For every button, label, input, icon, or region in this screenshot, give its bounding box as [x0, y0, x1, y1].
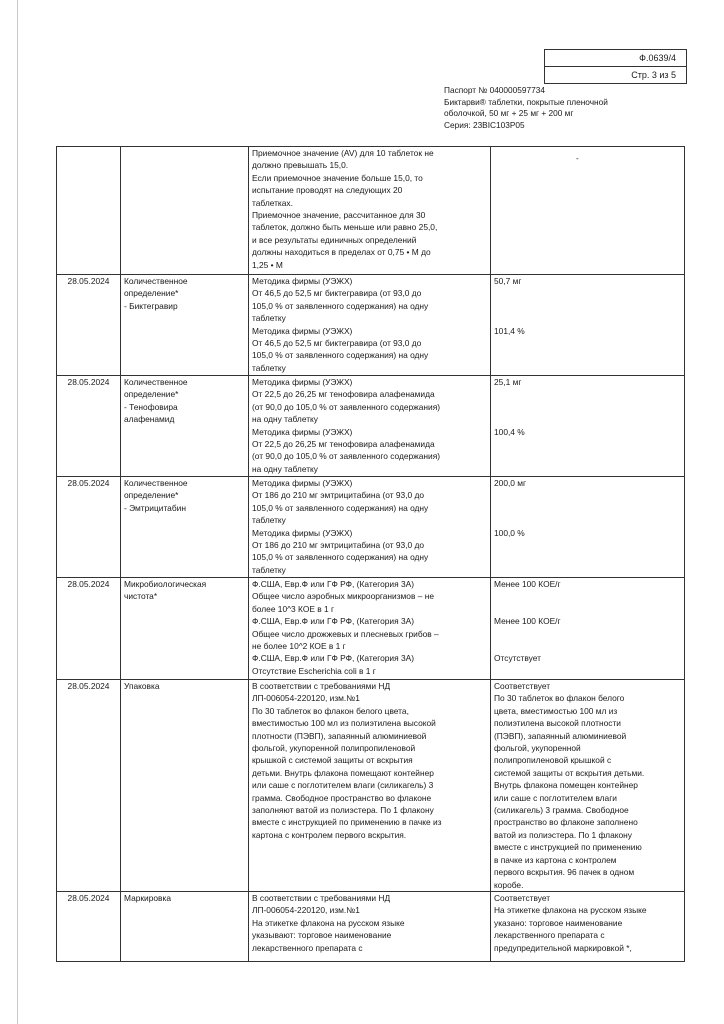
test-name-cell [121, 147, 249, 275]
result-line: предупредительной маркировкой *, [494, 942, 632, 953]
result-line: Соответствует [494, 893, 551, 903]
requirement-line: На этикетке флакона на русском языке [252, 917, 405, 928]
result-line: в пачке из картона с контролем [494, 854, 617, 865]
requirement-line: картона с контролем первого вскрытия. [252, 829, 407, 840]
requirement-line: Если приемочное значение больше 15,0, то [252, 172, 423, 183]
result-line: или саше с поглотителем влаги [494, 792, 617, 803]
date-cell [57, 680, 121, 892]
result-line [494, 603, 681, 615]
requirement-line: Методика фирмы (УЭЖХ) [252, 377, 353, 387]
test-name-line: Количественное [124, 478, 188, 488]
test-name-line: определение* [124, 490, 179, 501]
requirements-cell [249, 680, 491, 892]
result-line: первого вскрытия. 96 пачек в одном [494, 867, 635, 878]
result-line [494, 413, 681, 425]
test-name-cell [121, 275, 249, 376]
requirement-line: не более 10^2 КОЕ в 1 г [252, 641, 346, 652]
result-line: системой защиты от вскрытия детьми. [494, 767, 645, 778]
result-line: коробе. [494, 879, 524, 890]
date-cell [57, 275, 121, 376]
requirement-line: вместе с инструкцией по применению в пачке из [252, 817, 442, 828]
table-row [57, 578, 685, 680]
result-line: цвета, вместимостью 100 мл из [494, 705, 618, 716]
result-line: полиэтилена высокой плотности [494, 718, 621, 729]
result-line: Менее 100 КОЕ/г [494, 616, 561, 627]
requirement-line: Приемочное значение, рассчитанное для 30 [252, 210, 426, 221]
table-row [57, 892, 685, 962]
test-name-cell [121, 892, 249, 962]
requirement-line: на одну таблетку [252, 463, 318, 474]
form-code-box [544, 49, 687, 84]
test-name-line: Количественное [124, 377, 188, 387]
test-name-cell [121, 578, 249, 680]
result-line: 101,4 % [494, 325, 525, 336]
results-cell [491, 892, 685, 962]
result-line [494, 300, 681, 312]
result-line: лекарственного препарата с [494, 930, 605, 941]
date-cell [57, 578, 121, 680]
test-name-line: Микробиологическая [124, 579, 207, 589]
requirement-line: От 22,5 до 26,25 мг тенофовира алафенамида [252, 389, 435, 400]
requirement-line: крышкой с системой защиты от вскрытия [252, 755, 413, 766]
requirement-line: должно превышать 15,0. [252, 160, 349, 171]
result-line: Соответствует [494, 681, 551, 691]
requirement-line: грамма. Свободное пространство во флаконе [252, 792, 432, 803]
requirement-line: 1,25 • М [252, 259, 283, 270]
requirement-line: Приемочное значение (AV) для 10 таблеток не [252, 148, 434, 158]
requirements-cell [249, 275, 491, 376]
result-line: На этикетке флакона на русском языке [494, 905, 647, 916]
date-cell [57, 376, 121, 477]
table-row [57, 376, 685, 477]
results-cell [491, 578, 685, 680]
requirement-line: (от 90,0 до 105,0 % от заявленного содержания) [252, 451, 441, 462]
requirement-line: От 22,5 до 26,25 мг тенофовира алафенамида [252, 439, 435, 450]
requirement-line: От 46,5 до 52,5 мг биктегравира (от 93,0 до [252, 288, 422, 299]
test-name-cell [121, 680, 249, 892]
test-date: 28.05.2024 [67, 681, 110, 691]
requirement-line: Методика фирмы (УЭЖХ) [252, 478, 353, 488]
test-results-table [56, 146, 685, 962]
date-cell [57, 147, 121, 275]
result-line [494, 590, 681, 602]
result-line: вместе с инструкцией по применению [494, 842, 642, 853]
test-name-line: чистота* [124, 591, 158, 602]
results-cell [491, 376, 685, 477]
date-cell [57, 892, 121, 962]
requirement-line: Общее число аэробных микроорганизмов – не [252, 591, 435, 602]
requirement-line: испытание проводят на следующих 20 [252, 185, 403, 196]
result-line: 100,4 % [494, 426, 525, 437]
test-name-cell [121, 376, 249, 477]
table-row [57, 147, 685, 275]
requirement-line: В соответствии с требованиями НД [252, 681, 391, 691]
test-date: 28.05.2024 [67, 579, 110, 589]
result-line: полипропиленовой крышкой с [494, 755, 612, 766]
table-row [57, 680, 685, 892]
passport-number: Паспорт № 040000597734 [444, 85, 545, 95]
binder-edge-line [17, 0, 18, 1024]
result-line [494, 514, 681, 526]
stray-dash-mark: - [576, 154, 579, 163]
requirement-line: Методика фирмы (УЭЖХ) [252, 276, 353, 286]
result-line: пространство во флаконе заполнено [494, 817, 638, 828]
result-line: 50,7 мг [494, 276, 522, 286]
test-name-line: определение* [124, 288, 179, 299]
requirement-line: От 186 до 210 мг эмтрицитабина (от 93,0 до [252, 540, 425, 551]
requirement-line: По 30 таблеток во флакон белого цвета, [252, 705, 409, 716]
result-line [494, 640, 681, 652]
requirement-line: От 46,5 до 52,5 мг биктегравира (от 93,0 до [252, 338, 422, 349]
result-line [494, 502, 681, 514]
result-line: (силикагель) 3 грамма. Свободное [494, 805, 629, 816]
test-name-cell [121, 477, 249, 578]
requirement-line: В соответствии с требованиями НД [252, 893, 391, 903]
requirement-line: лекарственного препарата с [252, 942, 363, 953]
requirement-line: таблетку [252, 515, 286, 526]
result-line [494, 489, 681, 501]
result-line [494, 401, 681, 413]
series-number: Серия: 23BIC103P05 [444, 119, 525, 130]
result-line: ватой из полиэстера. По 1 флакону [494, 829, 632, 840]
result-line: 25,1 мг [494, 377, 522, 387]
result-line [494, 287, 681, 299]
requirement-line: фольгой, укупоренной полипропиленовой [252, 743, 416, 754]
test-name-line: Количественное [124, 276, 188, 286]
result-line: (ПЭВП), запаянный алюминиевой [494, 730, 627, 741]
requirement-line: (от 90,0 до 105,0 % от заявленного содержания) [252, 401, 441, 412]
requirement-line: вместимостью 100 мл из полиэтилена высокой [252, 718, 436, 729]
requirement-line: заполняют ватой из полиэстера. По 1 флакону [252, 805, 434, 816]
table-row [57, 477, 685, 578]
requirement-line: Ф.США, Евр.Ф или ГФ РФ, (Категория 3А) [252, 616, 414, 627]
test-date: 28.05.2024 [67, 377, 110, 387]
requirement-line: таблетку [252, 313, 286, 324]
test-date: 28.05.2024 [67, 478, 110, 488]
requirement-line: Отсутствие Escherichia coli в 1 г [252, 665, 376, 676]
test-name-line: алафенамид [124, 414, 175, 425]
requirement-line: и все результаты единичных определений [252, 234, 417, 245]
test-date: 28.05.2024 [67, 276, 110, 286]
requirement-line: От 186 до 210 мг эмтрицитабина (от 93,0 до [252, 490, 425, 501]
result-line: фольгой, укупоренной [494, 743, 581, 754]
requirement-line: 105,0 % от заявленного содержания) на одну [252, 502, 429, 513]
requirement-line: ЛП-006054-220120, изм.№1 [252, 693, 360, 704]
requirement-line: 105,0 % от заявленного содержания) на одну [252, 552, 429, 563]
test-name-line: Маркировка [124, 893, 171, 903]
test-name-line: - Эмтрицитабин [124, 502, 186, 513]
requirement-line: ЛП-006054-220120, изм.№1 [252, 905, 360, 916]
result-line: указано: торговое наименование [494, 917, 623, 928]
result-line [494, 388, 681, 400]
requirements-cell [249, 376, 491, 477]
form-code: Ф.0639/4 [639, 53, 676, 63]
page-number: Стр. 3 из 5 [545, 66, 686, 83]
requirement-line: на одну таблетку [252, 414, 318, 425]
requirement-line: более 10^3 КОЕ в 1 г [252, 603, 335, 614]
test-name-line: Упаковка [124, 681, 160, 691]
requirements-cell [249, 477, 491, 578]
results-cell [491, 680, 685, 892]
product-name-line-1: Биктарви® таблетки, покрытые пленочной [444, 96, 608, 107]
result-line: Внутрь флакона помещен контейнер [494, 780, 638, 791]
result-line [494, 628, 681, 640]
requirement-line: Методика фирмы (УЭЖХ) [252, 426, 353, 437]
result-line: 200,0 мг [494, 478, 527, 488]
result-line: Отсутствует [494, 653, 541, 664]
requirement-line: 105,0 % от заявленного содержания) на одну [252, 300, 429, 311]
results-cell [491, 477, 685, 578]
requirement-line: Общее число дрожжевых и плесневых грибов – [252, 628, 439, 639]
requirement-line: таблетку [252, 564, 286, 575]
requirement-line: 105,0 % от заявленного содержания) на одну [252, 350, 429, 361]
test-name-line: - Тенофовира [124, 401, 178, 412]
requirement-line: Ф.США, Евр.Ф или ГФ РФ, (Категория 3А) [252, 653, 414, 664]
requirement-line: детьми. Внутрь флакона помещают контейнер [252, 767, 434, 778]
results-cell [491, 275, 685, 376]
requirement-line: таблетку [252, 362, 286, 373]
requirements-cell [249, 147, 491, 275]
result-line: По 30 таблеток во флакон белого [494, 693, 625, 704]
results-cell [491, 147, 685, 275]
product-name-line-2: оболочкой, 50 мг + 25 мг + 200 мг [444, 108, 574, 118]
test-name-line: определение* [124, 389, 179, 400]
requirement-line: указывают: торговое наименование [252, 930, 392, 941]
table-row [57, 275, 685, 376]
requirement-line: таблеток, должно быть меньше или равно 25,0, [252, 222, 438, 233]
requirement-line: или саше с поглотителем влаги (силикагель) 3 [252, 780, 434, 791]
passport-header [444, 85, 684, 131]
requirement-line: Ф.США, Евр.Ф или ГФ РФ, (Категория 3А) [252, 579, 414, 589]
requirements-cell [249, 578, 491, 680]
requirement-line: таблетках. [252, 197, 293, 208]
requirement-line: должны находиться в пределах от 0,75 • М до [252, 247, 431, 258]
requirement-line: плотности (ПЭВП), запаянный алюминиевой [252, 730, 427, 741]
date-cell [57, 477, 121, 578]
result-line: Менее 100 КОЕ/г [494, 579, 561, 589]
requirement-line: Методика фирмы (УЭЖХ) [252, 527, 353, 538]
result-line: 100,0 % [494, 527, 525, 538]
result-line [494, 312, 681, 324]
test-name-line: - Биктегравир [124, 300, 178, 311]
requirement-line: Методика фирмы (УЭЖХ) [252, 325, 353, 336]
test-date: 28.05.2024 [67, 893, 110, 903]
requirements-cell [249, 892, 491, 962]
